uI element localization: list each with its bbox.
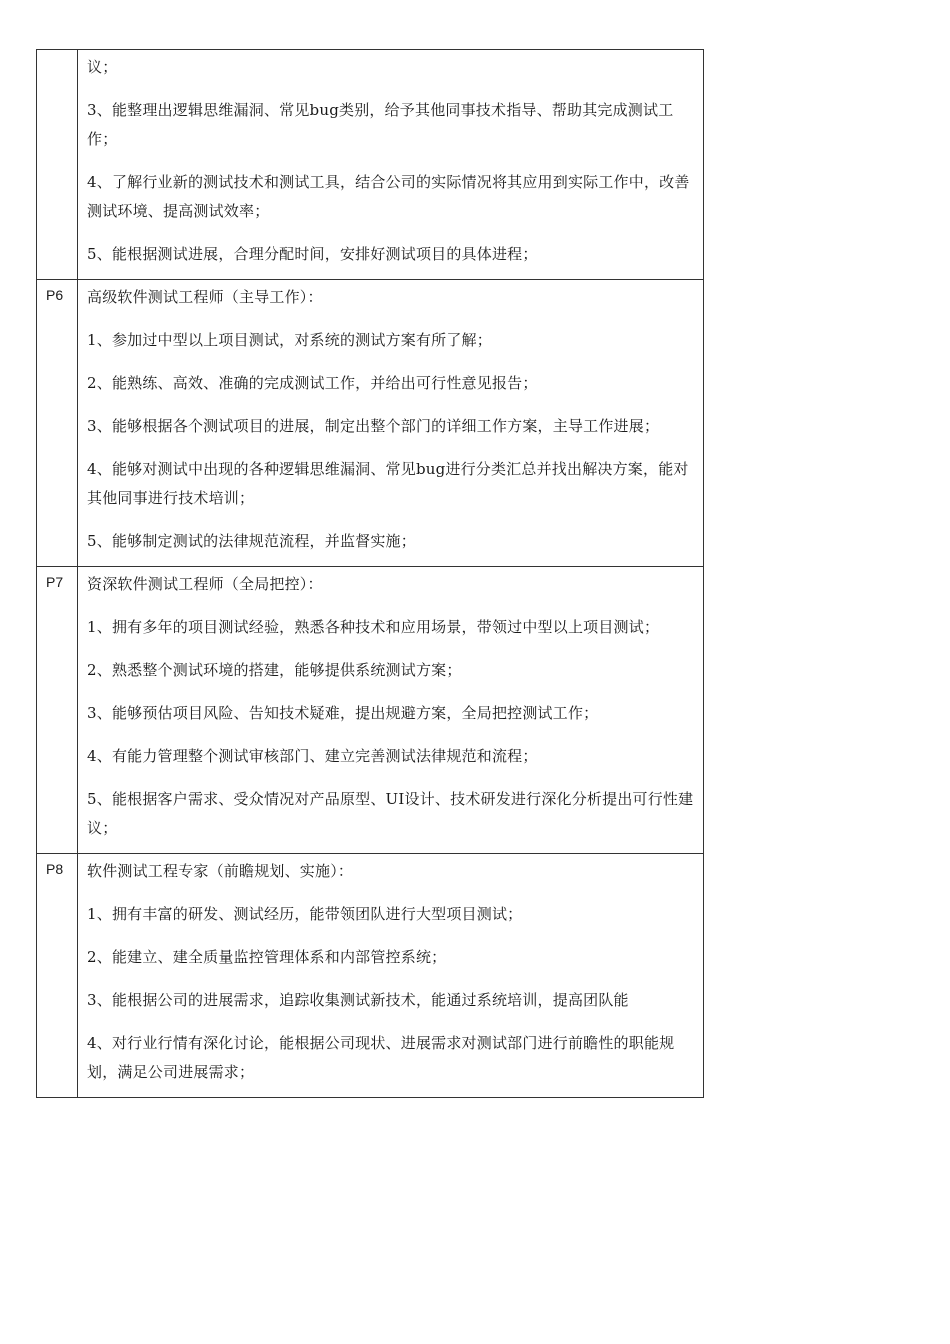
level-cell	[37, 567, 78, 854]
table-row-p6	[37, 280, 704, 567]
level-cell	[37, 50, 78, 280]
description-line: 2、能建立、建全质量监控管理体系和内部管控系统；	[87, 948, 447, 966]
table-row-continued	[37, 50, 704, 280]
position-level-table	[36, 49, 704, 1098]
description-cell	[78, 50, 704, 280]
description-line: 1、拥有多年的项目测试经验，熟悉各种技术和应用场景，带领过中型以上项目测试；	[87, 618, 660, 636]
table-row-p7	[37, 567, 704, 854]
description-content	[78, 50, 703, 279]
description-line: 1、拥有丰富的研发、测试经历，能带领团队进行大型项目测试；	[87, 905, 523, 923]
table-body	[37, 50, 704, 1098]
role-title: 资深软件测试工程师（全局把控）：	[87, 575, 323, 593]
description-cell	[78, 280, 704, 567]
description-content	[78, 280, 703, 566]
description-line: 5、能根据客户需求、受众情况对产品原型、UI设计、技术研发进行深化分析提出可行性建议；	[87, 790, 694, 837]
description-cell	[78, 854, 704, 1098]
level-label: P6	[46, 287, 64, 303]
description-line: 3、能整理出逻辑思维漏洞、常见bug类别，给予其他同事技术指导、帮助其完成测试工作；	[87, 101, 674, 148]
level-label: P8	[46, 861, 64, 877]
description-line: 3、能够根据各个测试项目的进展，制定出整个部门的详细工作方案，主导工作进展；	[87, 417, 660, 435]
description-line: 4、对行业行情有深化讨论，能根据公司现状、进展需求对测试部门进行前瞻性的职能规划，满足公司进展需求；	[87, 1034, 675, 1081]
description-line: 4、有能力管理整个测试审核部门、建立完善测试法律规范和流程；	[87, 747, 538, 765]
description-cell	[78, 567, 704, 854]
description-line: 2、能熟练、高效、准确的完成测试工作，并给出可行性意见报告；	[87, 374, 538, 392]
description-content	[78, 854, 703, 1097]
level-cell	[37, 280, 78, 567]
description-line: 4、了解行业新的测试技术和测试工具，结合公司的实际情况将其应用到实际工作中，改善测试环境、提高测试效率；	[87, 173, 690, 220]
description-line: 5、能够制定测试的法律规范流程，并监督实施；	[87, 532, 416, 550]
description-content	[78, 567, 703, 853]
description-line: 2、熟悉整个测试环境的搭建，能够提供系统测试方案；	[87, 661, 462, 679]
level-label: P7	[46, 574, 64, 590]
level-label	[37, 50, 77, 55]
description-line: 3、能够预估项目风险、告知技术疑难，提出规避方案，全局把控测试工作；	[87, 704, 599, 722]
description-line: 4、能够对测试中出现的各种逻辑思维漏洞、常见bug进行分类汇总并找出解决方案，能对其他同事进行技术培训；	[87, 460, 689, 507]
description-line: 1、参加过中型以上项目测试，对系统的测试方案有所了解；	[87, 331, 492, 349]
description-line: 5、能根据测试进展，合理分配时间，安排好测试项目的具体进程；	[87, 245, 538, 263]
level-cell	[37, 854, 78, 1098]
role-title: 高级软件测试工程师（主导工作）：	[87, 288, 323, 306]
description-line: 3、能根据公司的进展需求，追踪收集测试新技术，能通过系统培训，提高团队能	[87, 991, 629, 1009]
description-line: 议；	[87, 58, 118, 76]
table-row-p8	[37, 854, 704, 1098]
role-title: 软件测试工程专家（前瞻规划、实施）：	[87, 862, 354, 880]
